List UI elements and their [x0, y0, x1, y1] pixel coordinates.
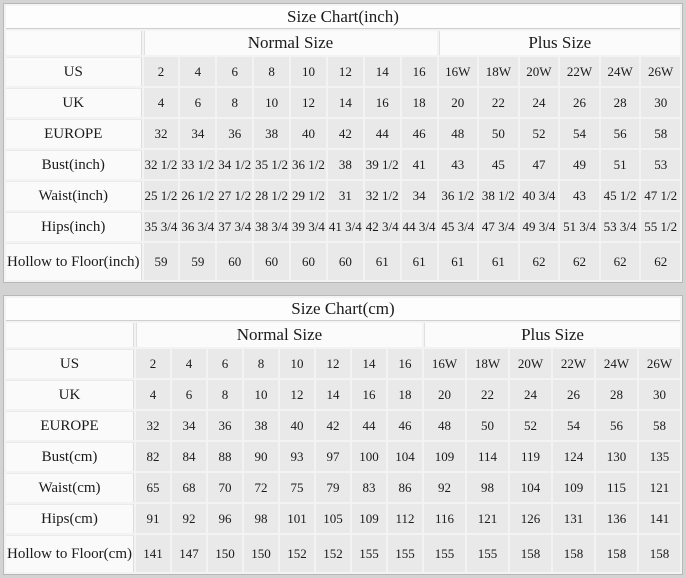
corner-cell [6, 31, 142, 55]
size-value-cell: 16 [402, 57, 437, 86]
size-value-cell: 4 [136, 380, 170, 409]
size-value-cell: 93 [280, 442, 314, 471]
size-value-cell: 28 1/2 [254, 181, 289, 210]
size-value-cell: 10 [291, 57, 326, 86]
size-value-cell: 147 [172, 535, 206, 572]
size-value-cell: 96 [208, 504, 242, 533]
group-header-row [6, 31, 680, 55]
size-value-cell: 40 3/4 [520, 181, 559, 210]
size-value-cell: 27 1/2 [217, 181, 252, 210]
size-value-cell: 158 [596, 535, 637, 572]
table-title: Size Chart(inch) [6, 6, 680, 29]
size-value-cell: 44 [365, 119, 400, 148]
size-value-cell: 70 [208, 473, 242, 502]
group-header-row [6, 323, 680, 347]
size-value-cell: 109 [424, 442, 465, 471]
size-value-cell: 52 [510, 411, 551, 440]
size-value-cell: 92 [424, 473, 465, 502]
row-label: UK [6, 380, 134, 409]
size-value-cell: 10 [244, 380, 278, 409]
size-value-cell: 18 [388, 380, 422, 409]
size-value-cell: 36 [217, 119, 252, 148]
size-value-cell: 36 1/2 [291, 150, 326, 179]
size-value-cell: 26 [553, 380, 594, 409]
size-value-cell: 47 [520, 150, 559, 179]
size-value-cell: 20 [424, 380, 465, 409]
size-value-cell: 16W [439, 57, 478, 86]
size-value-cell: 84 [172, 442, 206, 471]
size-value-cell: 51 3/4 [560, 212, 599, 241]
size-value-cell: 86 [388, 473, 422, 502]
size-value-cell: 42 [316, 411, 350, 440]
size-value-cell: 58 [641, 119, 680, 148]
title-row [6, 298, 680, 321]
size-value-cell: 29 1/2 [291, 181, 326, 210]
row-label: Waist(inch) [6, 181, 142, 210]
size-value-cell: 42 3/4 [365, 212, 400, 241]
size-value-cell: 32 [144, 119, 179, 148]
size-value-cell: 92 [172, 504, 206, 533]
size-value-cell: 112 [388, 504, 422, 533]
size-value-cell: 155 [424, 535, 465, 572]
size-value-cell: 83 [352, 473, 386, 502]
size-value-cell: 75 [280, 473, 314, 502]
size-value-cell: 41 [402, 150, 437, 179]
size-row [6, 349, 680, 378]
size-value-cell: 43 [439, 150, 478, 179]
size-value-cell: 130 [596, 442, 637, 471]
row-label: EUROPE [6, 411, 134, 440]
size-value-cell: 12 [316, 349, 350, 378]
size-value-cell: 119 [510, 442, 551, 471]
size-row [6, 473, 680, 502]
size-value-cell: 24 [510, 380, 551, 409]
size-value-cell: 97 [316, 442, 350, 471]
size-value-cell: 61 [439, 243, 478, 280]
size-value-cell: 39 3/4 [291, 212, 326, 241]
size-value-cell: 4 [172, 349, 206, 378]
size-value-cell: 40 [280, 411, 314, 440]
size-value-cell: 136 [596, 504, 637, 533]
size-value-cell: 6 [217, 57, 252, 86]
size-value-cell: 8 [208, 380, 242, 409]
size-value-cell: 8 [217, 88, 252, 117]
size-value-cell: 10 [280, 349, 314, 378]
size-value-cell: 6 [208, 349, 242, 378]
size-value-cell: 8 [254, 57, 289, 86]
row-label: EUROPE [6, 119, 142, 148]
size-value-cell: 32 1/2 [144, 150, 179, 179]
size-value-cell: 12 [291, 88, 326, 117]
row-label: Hollow to Floor(cm) [6, 535, 134, 572]
size-value-cell: 42 [328, 119, 363, 148]
size-value-cell: 56 [596, 411, 637, 440]
size-value-cell: 155 [388, 535, 422, 572]
size-value-cell: 114 [467, 442, 508, 471]
size-value-cell: 24W [596, 349, 637, 378]
size-value-cell: 30 [639, 380, 680, 409]
size-row [6, 504, 680, 533]
size-value-cell: 150 [244, 535, 278, 572]
row-label: UK [6, 88, 142, 117]
size-value-cell: 100 [352, 442, 386, 471]
size-value-cell: 141 [639, 504, 680, 533]
size-value-cell: 124 [553, 442, 594, 471]
row-label: Hollow to Floor(inch) [6, 243, 142, 280]
size-value-cell: 121 [639, 473, 680, 502]
size-value-cell: 115 [596, 473, 637, 502]
size-value-cell: 61 [479, 243, 518, 280]
plus-size-header: Plus Size [439, 31, 681, 55]
size-value-cell: 16 [352, 380, 386, 409]
size-value-cell: 26 [560, 88, 599, 117]
size-chart-cm-table [3, 295, 683, 575]
size-value-cell: 31 [328, 181, 363, 210]
size-chart-inch-table [3, 3, 683, 283]
size-value-cell: 24 [520, 88, 559, 117]
size-value-cell: 158 [553, 535, 594, 572]
size-value-cell: 62 [601, 243, 640, 280]
size-value-cell: 52 [520, 119, 559, 148]
size-value-cell: 38 [254, 119, 289, 148]
size-value-cell: 54 [560, 119, 599, 148]
size-value-cell: 53 [641, 150, 680, 179]
size-row [6, 57, 680, 86]
size-value-cell: 34 1/2 [217, 150, 252, 179]
normal-size-header: Normal Size [136, 323, 422, 347]
size-value-cell: 44 3/4 [402, 212, 437, 241]
size-value-cell: 38 1/2 [479, 181, 518, 210]
size-value-cell: 44 [352, 411, 386, 440]
size-value-cell: 35 3/4 [144, 212, 179, 241]
size-value-cell: 38 [244, 411, 278, 440]
size-value-cell: 104 [388, 442, 422, 471]
size-value-cell: 158 [639, 535, 680, 572]
size-value-cell: 141 [136, 535, 170, 572]
size-row [6, 535, 680, 572]
size-value-cell: 47 1/2 [641, 181, 680, 210]
size-value-cell: 36 1/2 [439, 181, 478, 210]
size-value-cell: 41 3/4 [328, 212, 363, 241]
size-value-cell: 18W [479, 57, 518, 86]
size-value-cell: 121 [467, 504, 508, 533]
size-value-cell: 10 [254, 88, 289, 117]
size-value-cell: 158 [510, 535, 551, 572]
size-row [6, 411, 680, 440]
size-value-cell: 16 [365, 88, 400, 117]
size-value-cell: 155 [467, 535, 508, 572]
size-value-cell: 36 [208, 411, 242, 440]
size-value-cell: 65 [136, 473, 170, 502]
size-value-cell: 22 [467, 380, 508, 409]
size-value-cell: 4 [144, 88, 179, 117]
size-value-cell: 131 [553, 504, 594, 533]
row-label: Hips(inch) [6, 212, 142, 241]
size-value-cell: 116 [424, 504, 465, 533]
size-value-cell: 150 [208, 535, 242, 572]
size-value-cell: 30 [641, 88, 680, 117]
size-value-cell: 28 [596, 380, 637, 409]
size-value-cell: 152 [280, 535, 314, 572]
size-value-cell: 50 [479, 119, 518, 148]
size-value-cell: 62 [560, 243, 599, 280]
size-value-cell: 18W [467, 349, 508, 378]
size-value-cell: 14 [316, 380, 350, 409]
size-value-cell: 38 [328, 150, 363, 179]
size-value-cell: 22W [560, 57, 599, 86]
size-value-cell: 20 [439, 88, 478, 117]
size-value-cell: 34 [402, 181, 437, 210]
corner-cell [6, 323, 134, 347]
size-value-cell: 28 [601, 88, 640, 117]
size-value-cell: 62 [520, 243, 559, 280]
row-label: Bust(cm) [6, 442, 134, 471]
title-row [6, 6, 680, 29]
size-value-cell: 36 3/4 [180, 212, 215, 241]
size-value-cell: 22W [553, 349, 594, 378]
size-value-cell: 34 [172, 411, 206, 440]
size-row [6, 150, 680, 179]
size-row [6, 212, 680, 241]
size-value-cell: 24W [601, 57, 640, 86]
size-value-cell: 46 [402, 119, 437, 148]
size-value-cell: 26 1/2 [180, 181, 215, 210]
size-row [6, 119, 680, 148]
size-value-cell: 98 [467, 473, 508, 502]
size-value-cell: 101 [280, 504, 314, 533]
size-value-cell: 60 [328, 243, 363, 280]
row-label: Hips(cm) [6, 504, 134, 533]
size-value-cell: 79 [316, 473, 350, 502]
size-value-cell: 26W [639, 349, 680, 378]
size-value-cell: 12 [328, 57, 363, 86]
row-label: Waist(cm) [6, 473, 134, 502]
size-value-cell: 88 [208, 442, 242, 471]
size-value-cell: 60 [291, 243, 326, 280]
size-value-cell: 16 [388, 349, 422, 378]
size-value-cell: 46 [388, 411, 422, 440]
plus-size-header: Plus Size [424, 323, 680, 347]
size-value-cell: 68 [172, 473, 206, 502]
size-value-cell: 33 1/2 [180, 150, 215, 179]
size-value-cell: 55 1/2 [641, 212, 680, 241]
size-value-cell: 61 [402, 243, 437, 280]
size-value-cell: 2 [136, 349, 170, 378]
size-value-cell: 60 [254, 243, 289, 280]
size-value-cell: 109 [553, 473, 594, 502]
size-value-cell: 105 [316, 504, 350, 533]
size-value-cell: 32 [136, 411, 170, 440]
row-label: Bust(inch) [6, 150, 142, 179]
size-value-cell: 39 1/2 [365, 150, 400, 179]
size-value-cell: 47 3/4 [479, 212, 518, 241]
size-value-cell: 22 [479, 88, 518, 117]
size-value-cell: 34 [180, 119, 215, 148]
size-value-cell: 48 [439, 119, 478, 148]
size-value-cell: 37 3/4 [217, 212, 252, 241]
size-value-cell: 14 [352, 349, 386, 378]
size-value-cell: 126 [510, 504, 551, 533]
size-value-cell: 45 3/4 [439, 212, 478, 241]
size-row [6, 88, 680, 117]
size-value-cell: 109 [352, 504, 386, 533]
size-value-cell: 155 [352, 535, 386, 572]
size-value-cell: 72 [244, 473, 278, 502]
size-value-cell: 91 [136, 504, 170, 533]
size-value-cell: 6 [180, 88, 215, 117]
row-label: US [6, 57, 142, 86]
size-value-cell: 43 [560, 181, 599, 210]
size-value-cell: 18 [402, 88, 437, 117]
size-value-cell: 14 [365, 57, 400, 86]
size-value-cell: 51 [601, 150, 640, 179]
size-value-cell: 104 [510, 473, 551, 502]
size-value-cell: 60 [217, 243, 252, 280]
size-value-cell: 35 1/2 [254, 150, 289, 179]
size-value-cell: 58 [639, 411, 680, 440]
size-value-cell: 152 [316, 535, 350, 572]
size-value-cell: 49 [560, 150, 599, 179]
size-value-cell: 54 [553, 411, 594, 440]
size-value-cell: 90 [244, 442, 278, 471]
size-value-cell: 2 [144, 57, 179, 86]
row-label: US [6, 349, 134, 378]
size-value-cell: 14 [328, 88, 363, 117]
size-value-cell: 45 [479, 150, 518, 179]
size-value-cell: 6 [172, 380, 206, 409]
size-value-cell: 12 [280, 380, 314, 409]
size-value-cell: 32 1/2 [365, 181, 400, 210]
size-value-cell: 25 1/2 [144, 181, 179, 210]
normal-size-header: Normal Size [144, 31, 437, 55]
size-row [6, 380, 680, 409]
size-value-cell: 98 [244, 504, 278, 533]
size-value-cell: 16W [424, 349, 465, 378]
size-value-cell: 26W [641, 57, 680, 86]
size-value-cell: 8 [244, 349, 278, 378]
size-row [6, 243, 680, 280]
size-value-cell: 20W [510, 349, 551, 378]
size-value-cell: 45 1/2 [601, 181, 640, 210]
size-row [6, 181, 680, 210]
size-value-cell: 82 [136, 442, 170, 471]
size-value-cell: 53 3/4 [601, 212, 640, 241]
size-value-cell: 61 [365, 243, 400, 280]
size-value-cell: 62 [641, 243, 680, 280]
size-value-cell: 59 [144, 243, 179, 280]
size-value-cell: 56 [601, 119, 640, 148]
size-value-cell: 49 3/4 [520, 212, 559, 241]
size-value-cell: 38 3/4 [254, 212, 289, 241]
size-value-cell: 20W [520, 57, 559, 86]
size-value-cell: 40 [291, 119, 326, 148]
size-value-cell: 4 [180, 57, 215, 86]
table-title: Size Chart(cm) [6, 298, 680, 321]
size-value-cell: 48 [424, 411, 465, 440]
size-value-cell: 135 [639, 442, 680, 471]
size-value-cell: 59 [180, 243, 215, 280]
size-value-cell: 50 [467, 411, 508, 440]
size-row [6, 442, 680, 471]
